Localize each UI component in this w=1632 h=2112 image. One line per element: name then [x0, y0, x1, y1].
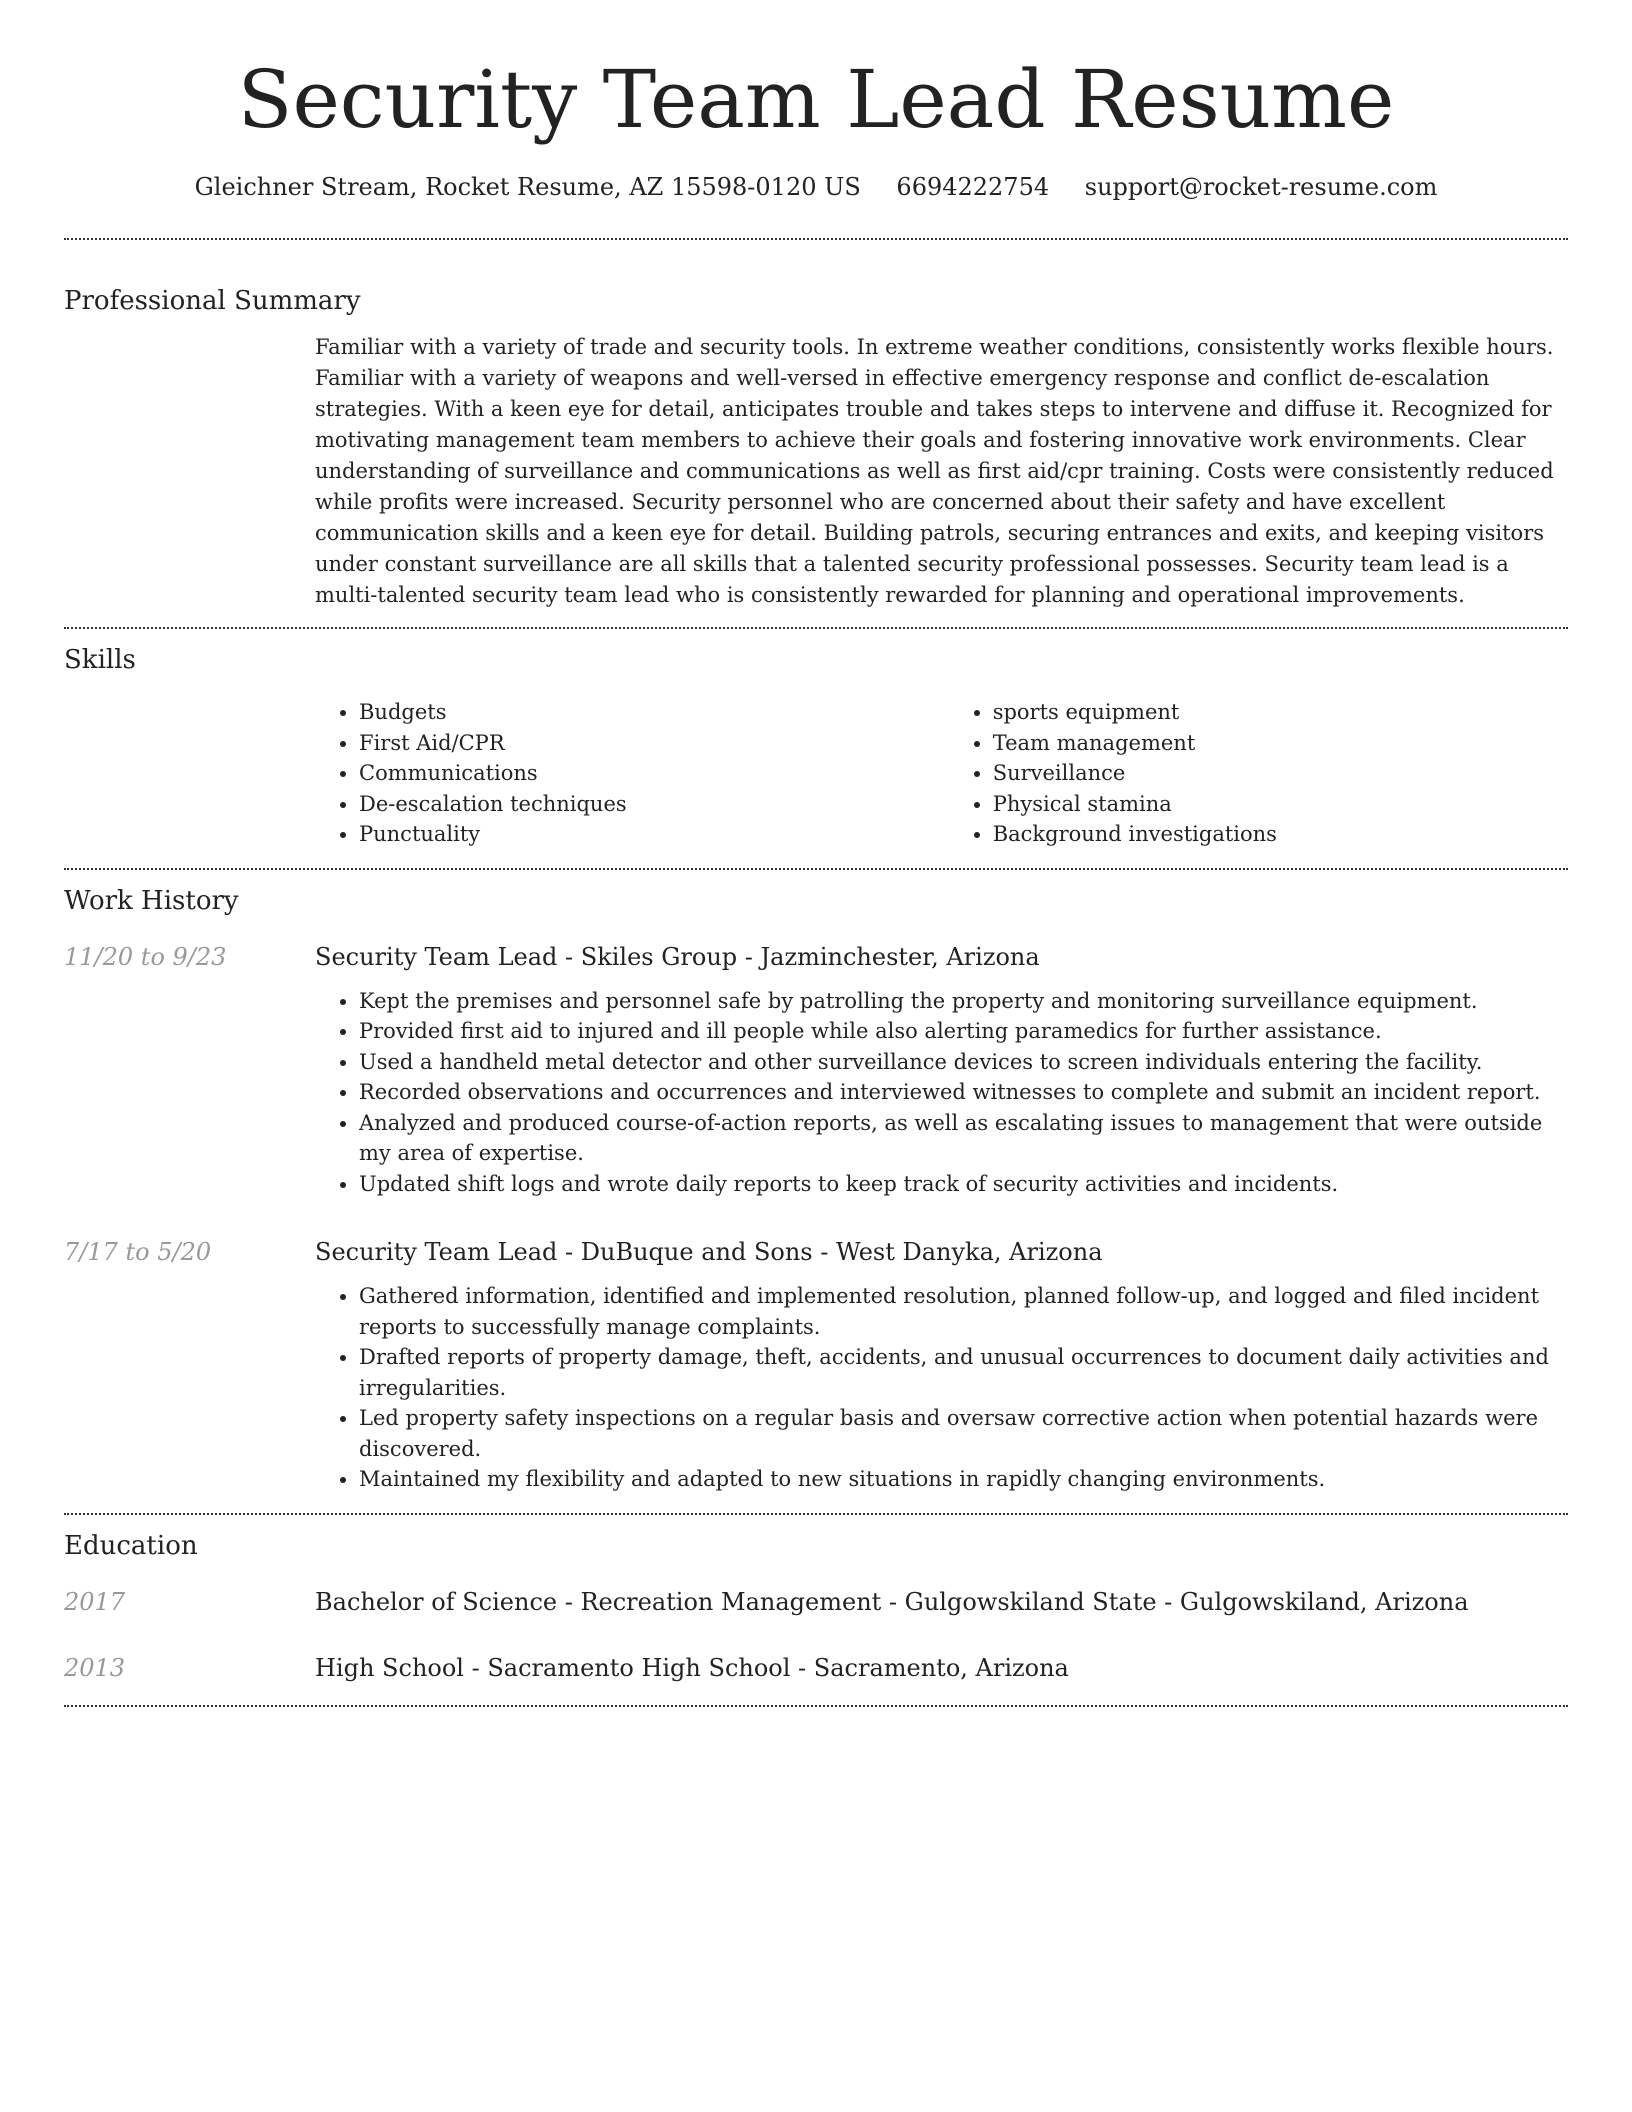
job-bullet: • Provided first aid to injured and ill people while also alerting paramedics for further assistance.: [359, 1016, 1568, 1047]
section-heading-summary: Professional Summary: [64, 286, 361, 316]
divider: [64, 868, 1568, 870]
section-heading-education: Education: [64, 1530, 198, 1561]
skill-item: • Background investigations: [993, 819, 1568, 850]
job-entry: [64, 1235, 1568, 1495]
skill-item: • Physical stamina: [993, 789, 1568, 820]
job-bullet: • Analyzed and produced course-of-action reports, as well as escalating issues to management that were outside my area of expertise.: [359, 1108, 1568, 1169]
education-title: Bachelor of Science - Recreation Management - Gulgowskiland State - Gulgowskiland, Arizona: [315, 1587, 1469, 1616]
contact-phone: 6694222754: [896, 173, 1050, 201]
contact-email: support@rocket-resume.com: [1084, 173, 1438, 201]
contact-info: [64, 170, 1568, 204]
skill-item: • De-escalation techniques: [359, 789, 949, 820]
skills-list: [315, 697, 1568, 850]
job-title: Security Team Lead - Skiles Group - Jazminchester, Arizona: [315, 942, 1040, 971]
skill-item: • sports equipment: [993, 697, 1568, 728]
job-bullet: • Maintained my flexibility and adapted to new situations in rapidly changing environments.: [359, 1464, 1568, 1495]
contact-address: Gleichner Stream, Rocket Resume, AZ 15598-0120 US: [194, 173, 861, 201]
divider: [64, 1513, 1568, 1515]
job-bullet: • Led property safety inspections on a regular basis and oversaw corrective action when potential hazards were discovered.: [359, 1403, 1568, 1464]
divider: [64, 238, 1568, 240]
skill-item: • Team management: [993, 728, 1568, 759]
skills-column-right: [949, 697, 1568, 850]
job-details: [315, 940, 1568, 1200]
education-year: 2017: [64, 1587, 126, 1616]
job-bullet: • Recorded observations and occurrences and interviewed witnesses to complete and submit an incident report.: [359, 1077, 1568, 1108]
resume-page: [64, 0, 1568, 1707]
skill-item: • Punctuality: [359, 819, 949, 850]
job-bullet: • Drafted reports of property damage, theft, accidents, and unusual occurrences to document daily activities and irregularities.: [359, 1342, 1568, 1403]
job-entry: [64, 940, 1568, 1200]
skill-item: • Surveillance: [993, 758, 1568, 789]
job-dates: 7/17 to 5/20: [64, 1238, 212, 1266]
resume-title: Security Team Lead Resume: [237, 53, 1395, 146]
section-heading-skills: Skills: [64, 645, 136, 675]
skills-column-left: [315, 697, 949, 850]
education-title: High School - Sacramento High School - Sacramento, Arizona: [315, 1653, 1069, 1682]
skill-item: • Communications: [359, 758, 949, 789]
job-bullets: [315, 986, 1568, 1200]
divider: [64, 1705, 1568, 1707]
divider: [64, 627, 1568, 629]
education-entry: [64, 1651, 1568, 1685]
job-details: [315, 1235, 1568, 1495]
education-entry: [64, 1585, 1568, 1619]
job-bullet: • Gathered information, identified and implemented resolution, planned follow-up, and logged and filed incident reports to successfully manage complaints.: [359, 1281, 1568, 1342]
job-bullets: [315, 1281, 1568, 1495]
job-title: Security Team Lead - DuBuque and Sons - West Danyka, Arizona: [315, 1238, 1103, 1266]
section-heading-work: Work History: [64, 885, 239, 916]
job-bullet: • Kept the premises and personnel safe by patrolling the property and monitoring surveillance equipment.: [359, 986, 1568, 1017]
skill-item: • First Aid/CPR: [359, 728, 949, 759]
job-bullet: • Used a handheld metal detector and other surveillance devices to screen individuals entering the facility.: [359, 1047, 1568, 1078]
skill-item: • Budgets: [359, 697, 949, 728]
summary-text: Familiar with a variety of trade and security tools. In extreme weather conditions, consistently works flexible hours. Familiar with a variety of weapons and well-versed in effective emergency response and conflict de-escalation strategies. With a keen eye for detail, anticipates trouble and takes steps to intervene and diffuse it. Recognized for motivating management team members to achieve their goals and fostering innovative work environments. Clear understanding of surveillance and communications as well as first aid/cpr training. Costs were consistently reduced while profits were increased. Security personnel who are concerned about their safety and have excellent communication skills and a keen eye for detail. Building patrols, securing entrances and exits, and keeping visitors under constant surveillance are all skills that a talented security professional possesses. Security team lead is a multi-talented security team lead who is consistently rewarded for planning and operational improvements.: [315, 335, 1554, 607]
job-bullet: • Updated shift logs and wrote daily reports to keep track of security activities and incidents.: [359, 1169, 1568, 1200]
education-year: 2013: [64, 1653, 126, 1682]
job-dates: 11/20 to 9/23: [64, 942, 227, 971]
